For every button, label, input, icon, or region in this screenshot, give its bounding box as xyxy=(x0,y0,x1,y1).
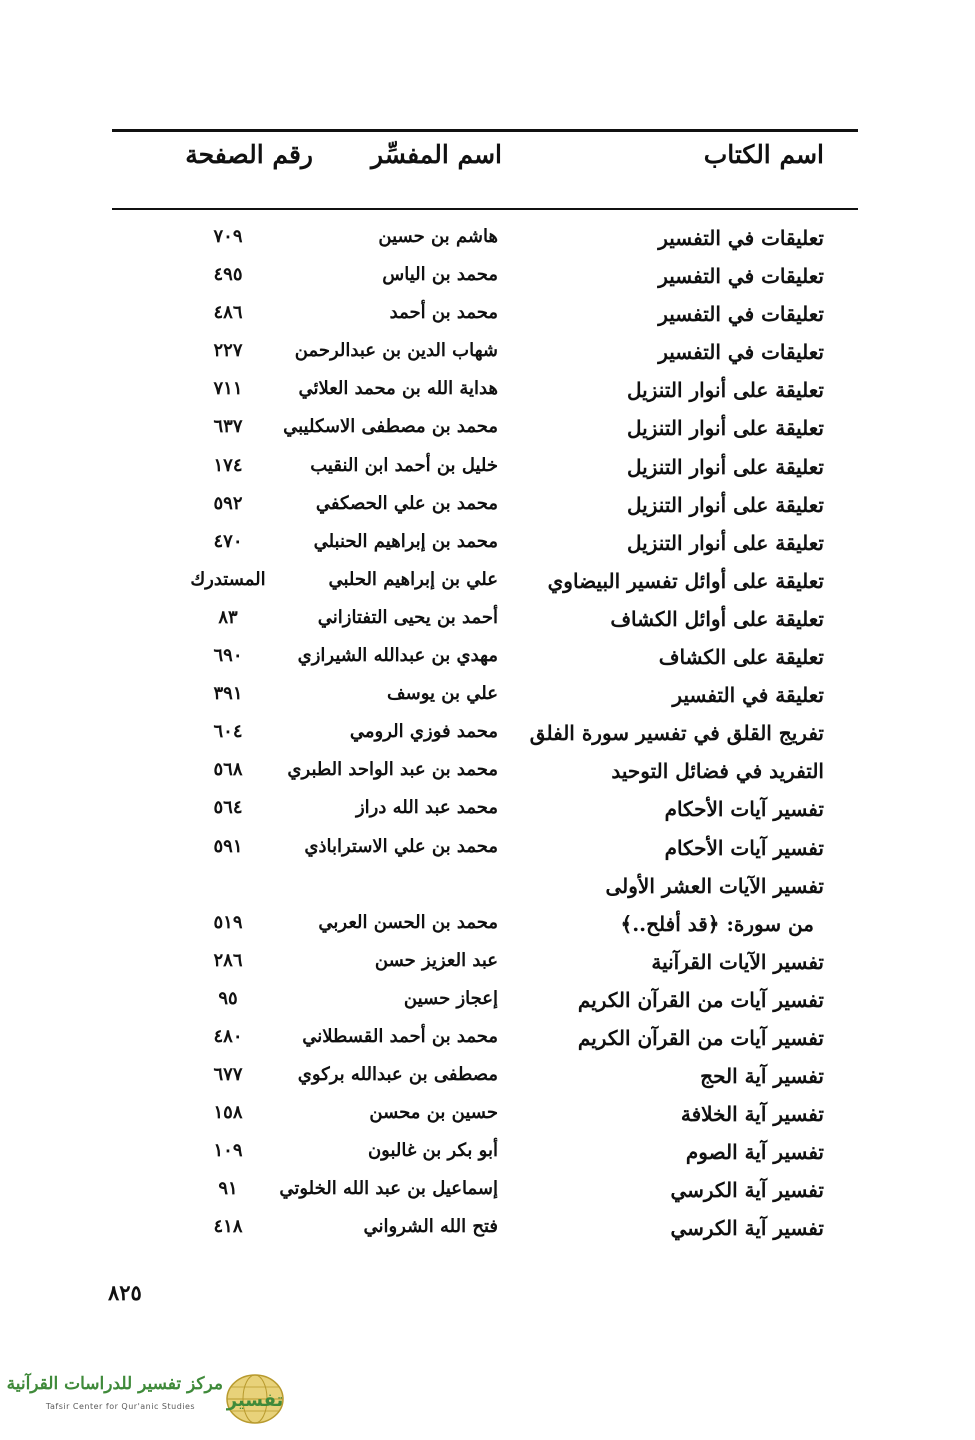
author-name: خليل بن أحمد ابن النقيب xyxy=(310,454,498,476)
page-ref: ٤١٨ xyxy=(213,1216,243,1238)
header-page-number: رقم الصفحة xyxy=(185,140,313,169)
table-row xyxy=(100,226,858,264)
author-name: محمد فوزي الرومي xyxy=(349,721,498,743)
page-ref: ٧٠٩ xyxy=(213,226,243,247)
table-row xyxy=(100,1026,858,1064)
table-row xyxy=(100,1140,858,1178)
page-ref: ٢٢٧ xyxy=(213,340,243,362)
page-ref: ٥٦٤ xyxy=(213,797,243,819)
book-title: تعليقة على أنوار التنزيل xyxy=(627,416,824,441)
page-ref: ٦٣٧ xyxy=(213,416,243,438)
author-name: إسماعيل بن عبد الله الخلوتي xyxy=(279,1178,498,1200)
table-row xyxy=(100,607,858,645)
page-ref: ٤٨٦ xyxy=(213,302,243,324)
table-row xyxy=(100,455,858,493)
book-title: تعليقات في التفسير xyxy=(658,340,824,365)
table-row xyxy=(100,302,858,340)
table-row xyxy=(100,493,858,531)
book-title: من سورة: ﴿قد أفلح..﴾ xyxy=(620,911,814,936)
author-name: أبو بكر بن غالبون xyxy=(367,1140,498,1162)
book-title: تفسير آيات من القرآن الكريم xyxy=(577,1025,824,1050)
author-name: فتح الله الشرواني xyxy=(363,1216,498,1238)
table-row xyxy=(100,1102,858,1140)
author-name: محمد بن علي الاستراباذي xyxy=(304,835,498,857)
table-row xyxy=(100,645,858,683)
book-title: تعليقة على أنوار التنزيل xyxy=(627,454,824,479)
book-title: تفسير آية الكرسي xyxy=(670,1216,824,1241)
top-rule xyxy=(112,129,858,132)
author-name: محمد بن أحمد القسطلاني xyxy=(302,1025,498,1047)
table-row xyxy=(100,264,858,302)
table-row xyxy=(100,416,858,454)
author-name: محمد بن علي الحصكفي xyxy=(315,492,498,514)
page-ref: ٥٩١ xyxy=(213,835,243,857)
book-title: تفسير آية الكرسي xyxy=(670,1178,824,1203)
logo-arabic-text: مركز تفسير للدراسات القرآنية xyxy=(6,1374,223,1394)
author-name: محمد بن أحمد xyxy=(389,302,498,324)
page-ref: ٦٧٧ xyxy=(213,1064,243,1086)
table-row xyxy=(100,1216,858,1254)
book-title: تفسير الآيات القرآنية xyxy=(651,949,824,974)
table-row xyxy=(100,1178,858,1216)
page-ref: ٣٩١ xyxy=(213,683,243,705)
book-title: تعليقات في التفسير xyxy=(658,264,824,289)
globe-icon xyxy=(223,1372,287,1426)
book-title: تعليقة على أوائل تفسير البيضاوي xyxy=(547,568,824,593)
header-book-name: اسم الكتاب xyxy=(703,140,824,169)
publisher-logo xyxy=(6,1372,288,1426)
book-title: تفسير آية الخلافة xyxy=(680,1102,824,1127)
page-ref: ١٧٤ xyxy=(213,454,243,476)
author-name: أحمد بن يحيى التفتازاني xyxy=(317,606,498,628)
table-row xyxy=(100,378,858,416)
page-number: ٨٢٥ xyxy=(108,1280,142,1305)
author-name: علي بن إبراهيم الحلبي xyxy=(328,568,498,590)
author-name: عبد العزيز حسن xyxy=(374,949,498,971)
book-title: تعليقات في التفسير xyxy=(658,302,824,327)
author-name: محمد عبد الله دراز xyxy=(355,797,498,819)
book-title: تفسير آية الحج xyxy=(700,1064,824,1089)
logo-english-text: Tafsir Center for Qur'anic Studies xyxy=(45,1402,196,1411)
book-title: تعليقة على أنوار التنزيل xyxy=(627,530,824,555)
page-ref: ٨٣ xyxy=(218,606,238,628)
page-ref: ٦٩٠ xyxy=(213,645,243,667)
table-row xyxy=(100,683,858,721)
index-table-body xyxy=(100,226,858,1255)
table-row xyxy=(100,721,858,759)
table-row xyxy=(100,1064,858,1102)
book-title: تفسير آيات الأحكام xyxy=(664,797,824,822)
page-ref: ٧١١ xyxy=(213,378,243,400)
book-title: تفسير آيات من القرآن الكريم xyxy=(577,987,824,1012)
book-title: تعليقة على أنوار التنزيل xyxy=(627,378,824,403)
page-ref: ١٠٩ xyxy=(213,1140,243,1162)
header-author-name: اسم المفسِّر xyxy=(371,140,502,169)
table-row xyxy=(100,950,858,988)
table-header xyxy=(100,140,858,190)
page-ref: ٥١٩ xyxy=(213,911,243,933)
book-title: تفسير آية الصوم xyxy=(685,1140,824,1165)
author-name: محمد بن الياس xyxy=(382,264,498,286)
table-row xyxy=(100,836,858,874)
author-name: محمد بن مصطفى الاسكليبي xyxy=(283,416,498,438)
header-rule xyxy=(112,208,858,210)
page-ref: ١٥٨ xyxy=(213,1102,243,1124)
table-row xyxy=(100,874,858,912)
book-title: تفريج القلق في تفسير سورة الفلق xyxy=(529,721,824,746)
author-name: هداية الله بن محمد العلائي xyxy=(298,378,498,400)
book-title: تفسير الآيات العشر الأولى xyxy=(605,873,824,898)
table-row xyxy=(100,569,858,607)
table-row xyxy=(100,797,858,835)
author-name: محمد بن إبراهيم الحنبلي xyxy=(313,530,498,552)
logo-mark-text: تفسير xyxy=(226,1390,284,1411)
author-name: مصطفى بن عبدالله بركوي xyxy=(297,1064,498,1086)
page-ref: ٩١ xyxy=(218,1178,238,1200)
page-ref: ٤٩٥ xyxy=(213,264,243,286)
book-title: تعليقة على الكشاف xyxy=(658,645,824,670)
table-row xyxy=(100,912,858,950)
table-row xyxy=(100,340,858,378)
page-ref: ٥٩٢ xyxy=(213,492,243,514)
author-name: مهدي بن عبدالله الشيرازي xyxy=(297,645,498,667)
book-title: تعليقات في التفسير xyxy=(658,226,824,250)
author-name: شهاب الدين بن عبدالرحمن xyxy=(294,340,498,362)
page-ref: ٤٨٠ xyxy=(213,1025,243,1047)
page-ref: ٢٨٦ xyxy=(213,949,243,971)
book-title: تعليقة على أنوار التنزيل xyxy=(627,492,824,517)
page-ref: المستدرك xyxy=(190,568,266,590)
author-name: محمد بن عبد الواحد الطبري xyxy=(287,759,498,781)
table-row xyxy=(100,531,858,569)
page-ref: ٤٧٠ xyxy=(213,530,243,552)
page-ref: ٩٥ xyxy=(218,987,238,1009)
book-title: تعليقة في التفسير xyxy=(672,683,824,708)
page-ref: ٥٦٨ xyxy=(213,759,243,781)
table-row xyxy=(100,759,858,797)
author-name: هاشم بن حسين xyxy=(378,226,498,247)
author-name: علي بن يوسف xyxy=(387,683,498,705)
page-ref: ٦٠٤ xyxy=(213,721,243,743)
book-title: تفسير آيات الأحكام xyxy=(664,835,824,860)
author-name: محمد بن الحسن العربي xyxy=(318,911,498,933)
table-row xyxy=(100,988,858,1026)
author-name: حسين بن محسن xyxy=(369,1102,498,1124)
book-title: التفريد في فضائل التوحيد xyxy=(611,759,824,784)
book-title: تعليقة على أوائل الكشاف xyxy=(610,606,824,631)
author-name: إعجاز حسين xyxy=(403,987,498,1009)
